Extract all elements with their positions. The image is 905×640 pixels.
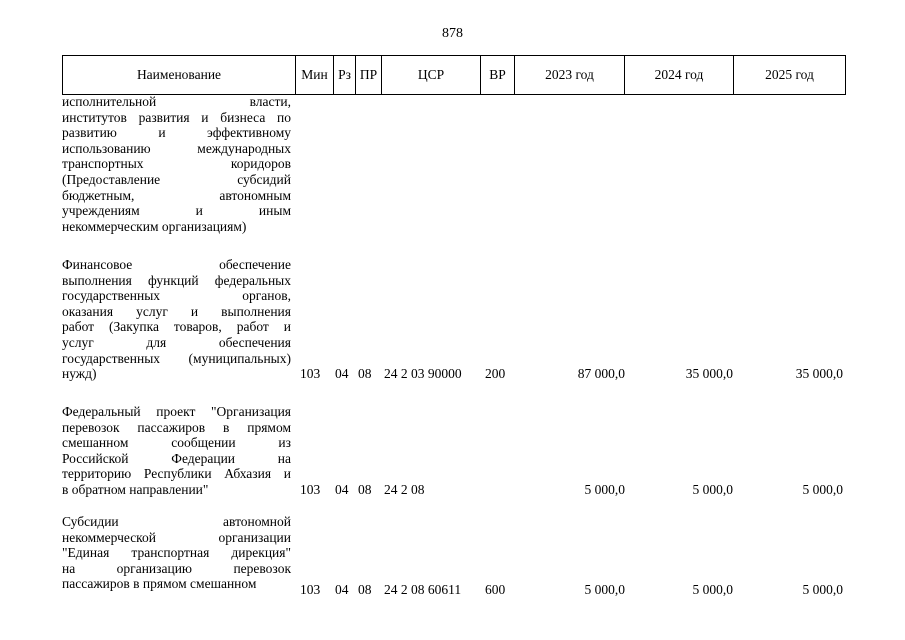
row-name: Федеральный проект "Организация перевозок пассажиров в прямом смешанном сообщении из Российской Федерации на территорию Республики Абхазия и в обратном направлении" xyxy=(62,404,291,497)
column-header-2024: 2024 год xyxy=(625,56,734,95)
cell-2025: 5 000,0 xyxy=(802,482,843,497)
column-header-2023: 2023 год xyxy=(515,56,625,95)
cell-csr: 24 2 03 90000 xyxy=(384,366,462,381)
cell-2023: 87 000,0 xyxy=(577,366,625,381)
cell-2025: 35 000,0 xyxy=(795,366,843,381)
cell-pr: 08 xyxy=(358,366,372,381)
cell-rz: 04 xyxy=(335,482,349,497)
cell-csr: 24 2 08 60611 xyxy=(384,582,462,597)
cell-rz: 04 xyxy=(335,582,349,597)
cell-2024: 5 000,0 xyxy=(692,582,733,597)
column-header-vr: ВР xyxy=(481,56,515,95)
cell-2024: 35 000,0 xyxy=(685,366,733,381)
row-name: Финансовое обеспечение выполнения функций федеральных государственных органов, оказания услуг и выполнения работ (Закупка товаров, работ и услуг для обеспечения государственных (муниципальных) нужд) xyxy=(62,257,291,382)
cell-min: 103 xyxy=(300,366,321,381)
cell-rz: 04 xyxy=(335,366,349,381)
cell-vr: 200 xyxy=(485,366,506,381)
column-header-name: Наименование xyxy=(63,56,296,95)
row-name: исполнительной власти, институтов развития и бизнеса по развитию и эффективному использованию международных транспортных коридоров (Предоставление субсидий бюджетным, автономным учреждениям и иным некоммерческим организациям) xyxy=(62,94,291,234)
cell-pr: 08 xyxy=(358,582,372,597)
cell-csr: 24 2 08 xyxy=(384,482,425,497)
column-header-pr: ПР xyxy=(356,56,382,95)
cell-min: 103 xyxy=(300,582,321,597)
cell-2023: 5 000,0 xyxy=(584,482,625,497)
column-header-rz: Рз xyxy=(334,56,356,95)
column-header-min: Мин xyxy=(296,56,334,95)
cell-2024: 5 000,0 xyxy=(692,482,733,497)
cell-vr: 600 xyxy=(485,582,506,597)
page-number: 878 xyxy=(442,26,463,41)
column-header-2025: 2025 год xyxy=(734,56,846,95)
cell-min: 103 xyxy=(300,482,321,497)
column-header-csr: ЦСР xyxy=(382,56,481,95)
cell-2025: 5 000,0 xyxy=(802,582,843,597)
cell-2023: 5 000,0 xyxy=(584,582,625,597)
cell-pr: 08 xyxy=(358,482,372,497)
row-name: Субсидии автономной некоммерческой организации "Единая транспортная дирекция" на организацию перевозок пассажиров в прямом смешанном xyxy=(62,514,291,592)
budget-table-header xyxy=(62,55,846,95)
